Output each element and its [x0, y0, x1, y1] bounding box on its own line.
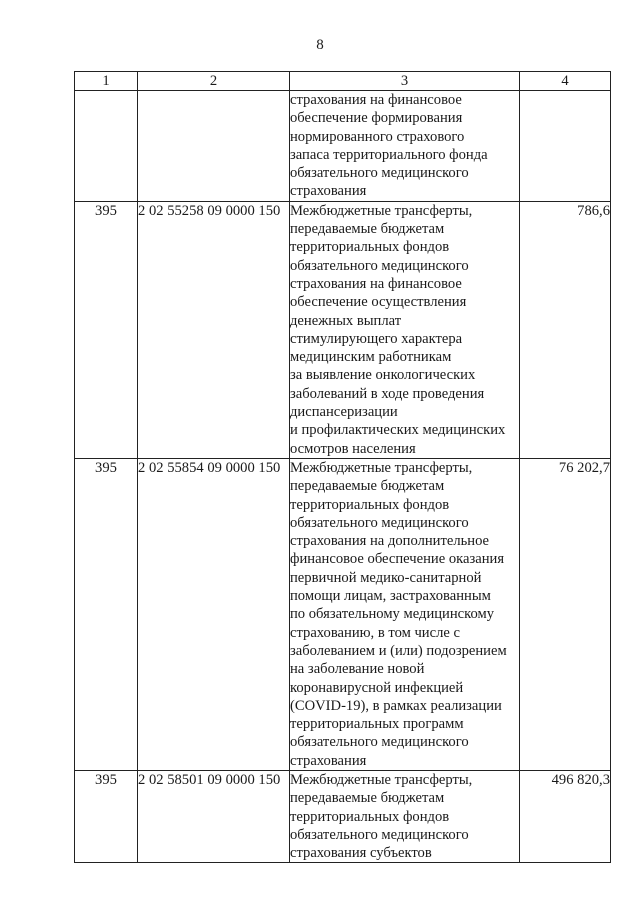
column-header-2: 2	[138, 72, 290, 91]
revenue-name-line: обязательного медицинского	[290, 514, 469, 531]
revenue-name-line: территориальных фондов	[290, 808, 450, 825]
revenue-name-line: нормированного страхового	[290, 128, 465, 145]
revenue-name-line: обеспечение формирования	[290, 110, 463, 127]
budget-classification-code-cell	[138, 91, 290, 202]
table-row	[75, 201, 611, 458]
revenue-name-line: территориальных фондов	[290, 239, 450, 256]
revenue-name-line: страхованию, в том числе с	[290, 624, 460, 641]
revenue-name-line: передаваемые бюджетам	[290, 478, 445, 495]
revenue-name-line: финансовое обеспечение оказания	[290, 551, 505, 568]
revenue-name-line: диспансеризации	[290, 404, 398, 421]
budget-classification-code-cell: 2 02 55854 09 0000 150	[138, 458, 290, 770]
revenue-name-cell	[290, 201, 520, 458]
revenue-name-line: страхования	[290, 752, 367, 769]
admin-code-cell: 395	[75, 201, 138, 458]
revenue-name-line: обязательного медицинского	[290, 165, 469, 182]
revenue-name-line: запаса территориального фонда	[290, 146, 488, 163]
revenue-name-line: обязательного медицинского	[290, 826, 469, 843]
revenue-name-cell	[290, 770, 520, 862]
revenue-name-line: помощи лицам, застрахованным	[290, 588, 491, 605]
revenue-name-cell	[290, 458, 520, 770]
revenue-name-line: первичной медико-санитарной	[290, 569, 482, 586]
column-header-3: 3	[290, 72, 520, 91]
revenue-name-line: осмотров населения	[290, 440, 416, 457]
budget-classification-code-cell: 2 02 58501 09 0000 150	[138, 770, 290, 862]
table-body	[75, 91, 611, 863]
page-number: 8	[316, 37, 324, 53]
revenue-name-line: Межбюджетные трансферты,	[290, 202, 473, 219]
revenue-name-line: денежных выплат	[290, 312, 402, 329]
revenue-name-line: обеспечение осуществления	[290, 294, 467, 311]
revenue-name-line: страхования	[290, 183, 367, 200]
revenue-name-line: страхования на финансовое	[290, 275, 462, 292]
column-header-1: 1	[75, 72, 138, 91]
admin-code-cell: 395	[75, 770, 138, 862]
revenue-name-line: страхования субъектов	[290, 845, 432, 862]
revenue-name-line: передаваемые бюджетам	[290, 221, 445, 238]
revenue-name-cell	[290, 91, 520, 202]
table-row	[75, 770, 611, 862]
revenue-name-line: медицинским работникам	[290, 349, 452, 366]
admin-code-cell: 395	[75, 458, 138, 770]
table-header-row	[75, 72, 611, 91]
revenue-name-line: стимулирующего характера	[290, 330, 463, 347]
revenue-name-line: территориальных программ	[290, 716, 464, 733]
table-row	[75, 91, 611, 202]
revenue-name-line: Межбюджетные трансферты,	[290, 459, 473, 476]
revenue-name-line: коронавирусной инфекцией	[290, 679, 464, 696]
revenue-name-line: Межбюджетные трансферты,	[290, 771, 473, 788]
amount-cell: 496 820,3	[520, 770, 611, 862]
revenue-name-line: страхования на финансовое	[290, 92, 462, 108]
amount-cell	[520, 91, 611, 202]
amount-cell: 76 202,7	[520, 458, 611, 770]
column-header-4: 4	[520, 72, 611, 91]
budget-classification-code-cell: 2 02 55258 09 0000 150	[138, 201, 290, 458]
revenue-name-line: обязательного медицинского	[290, 734, 469, 751]
revenue-name-line: на заболевание новой	[290, 661, 425, 678]
table-row	[75, 458, 611, 770]
revenue-name-line: заболеваний в ходе проведения	[290, 385, 485, 402]
revenue-name-line: заболеванием и (или) подозрением	[290, 642, 507, 659]
amount-cell: 786,6	[520, 201, 611, 458]
revenue-name-line: за выявление онкологических	[290, 367, 476, 384]
revenue-name-line: территориальных фондов	[290, 496, 450, 513]
revenue-name-line: обязательного медицинского	[290, 257, 469, 274]
revenue-name-line: и профилактических медицинских	[290, 422, 506, 439]
budget-table	[74, 71, 611, 863]
revenue-name-line: (COVID-19), в рамках реализации	[290, 697, 502, 714]
admin-code-cell	[75, 91, 138, 202]
revenue-name-line: по обязательному медицинскому	[290, 606, 495, 623]
revenue-name-line: страхования на дополнительное	[290, 533, 490, 550]
revenue-name-line: передаваемые бюджетам	[290, 790, 445, 807]
